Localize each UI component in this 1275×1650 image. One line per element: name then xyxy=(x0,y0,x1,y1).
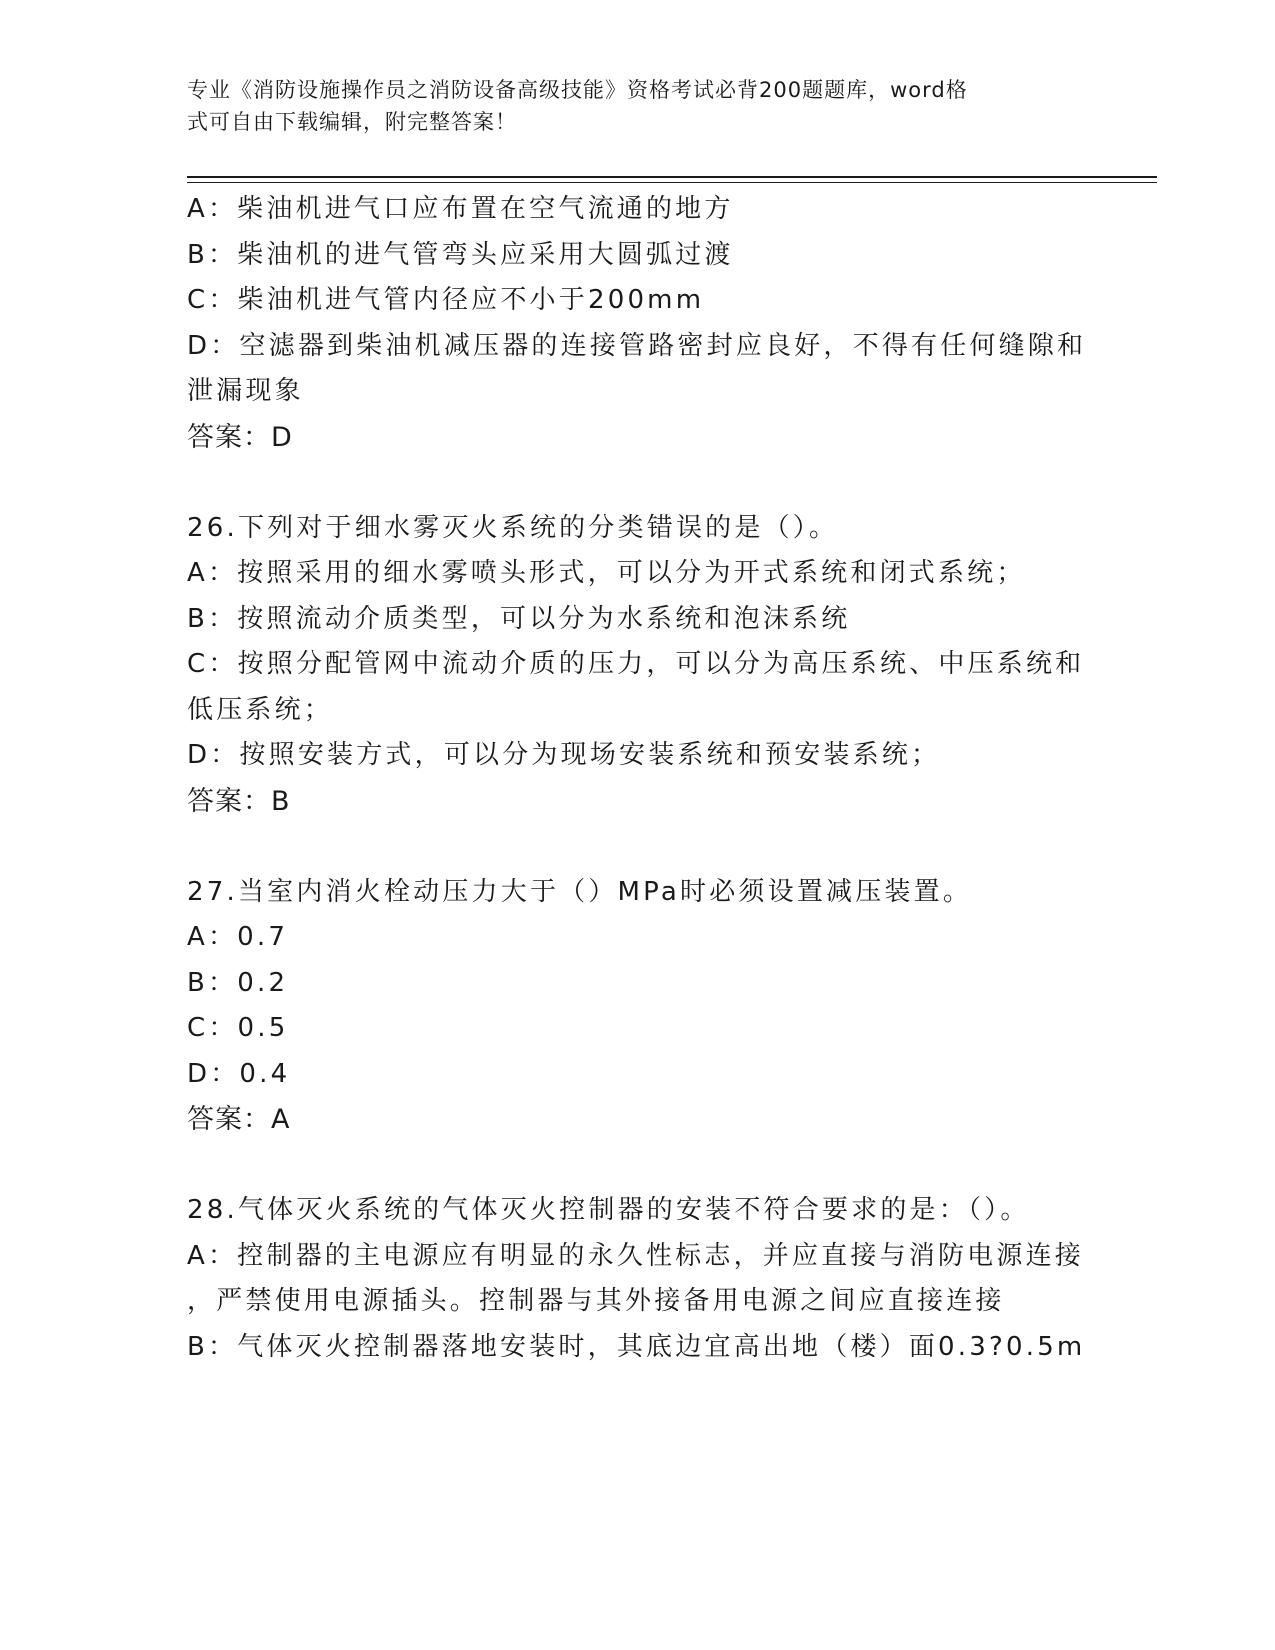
question-28-block xyxy=(187,1188,1087,1370)
q26-answer: 答案：B xyxy=(187,785,291,817)
q26-option-c-line1: C：按照分配管网中流动介质的压力，可以分为高压系统、中压系统和 xyxy=(187,649,1085,679)
q27-option-a: A：0.7 xyxy=(187,922,289,952)
q27-option-b: B：0.2 xyxy=(187,967,289,998)
q27-option-c: C：0.5 xyxy=(187,1013,289,1043)
q26-option-b: B：按照流动介质类型，可以分为水系统和泡沫系统 xyxy=(187,603,851,634)
q27-question: 27.当室内消火栓动压力大于（）MPa时必须设置减压装置。 xyxy=(187,876,973,907)
q25-option-d-line2: 泄漏现象 xyxy=(187,376,304,406)
header-divider-thick xyxy=(187,176,1157,178)
q27-option-d: D：0.4 xyxy=(187,1058,291,1089)
header-line-2: 式可自由下载编辑，附完整答案！ xyxy=(187,110,517,134)
spacer xyxy=(187,1143,1087,1189)
q28-option-a-line2: ，严禁使用电源插头。控制器与其外接备用电源之间应直接连接 xyxy=(187,1286,1005,1316)
spacer xyxy=(187,460,1087,506)
q28-option-b: B：气体灭火控制器落地安装时，其底边宜高出地（楼）面0.3?0.5m xyxy=(187,1331,1086,1362)
q27-answer: 答案：A xyxy=(187,1104,291,1135)
q25-option-d-line1: D：空滤器到柴油机减压器的连接管路密封应良好，不得有任何缝隙和 xyxy=(187,330,1087,361)
question-26-block xyxy=(187,506,1087,825)
document-header xyxy=(187,74,1067,138)
q26-option-d: D：按照安装方式，可以分为现场安装系统和预安装系统； xyxy=(187,740,941,770)
question-list xyxy=(187,187,1087,1370)
q25-answer: 答案：D xyxy=(187,421,293,453)
q26-option-a: A：按照采用的细水雾喷头形式，可以分为开式系统和闭式系统； xyxy=(187,558,1026,588)
q25-option-c: C：柴油机进气管内径应不小于200mm xyxy=(187,285,705,315)
q28-question: 28.气体灭火系统的气体灭火控制器的安装不符合要求的是：（）。 xyxy=(187,1195,1030,1225)
header-divider-thin xyxy=(187,182,1157,183)
q26-question: 26.下列对于细水雾灭火系统的分类错误的是（）。 xyxy=(187,512,839,543)
q25-option-a: A：柴油机进气口应布置在空气流通的地方 xyxy=(187,194,734,224)
q25-option-b: B：柴油机的进气管弯头应采用大圆弧过渡 xyxy=(187,239,734,270)
header-line-1: 专业《消防设施操作员之消防设备高级技能》资格考试必背200题题库，word格 xyxy=(187,78,968,102)
q28-option-a-line1: A：控制器的主电源应有明显的永久性标志，并应直接与消防电源连接 xyxy=(187,1240,1084,1271)
question-27-block xyxy=(187,870,1087,1143)
spacer xyxy=(187,824,1087,870)
question-25-block xyxy=(187,187,1087,460)
q26-option-c-line2: 低压系统； xyxy=(187,694,334,725)
